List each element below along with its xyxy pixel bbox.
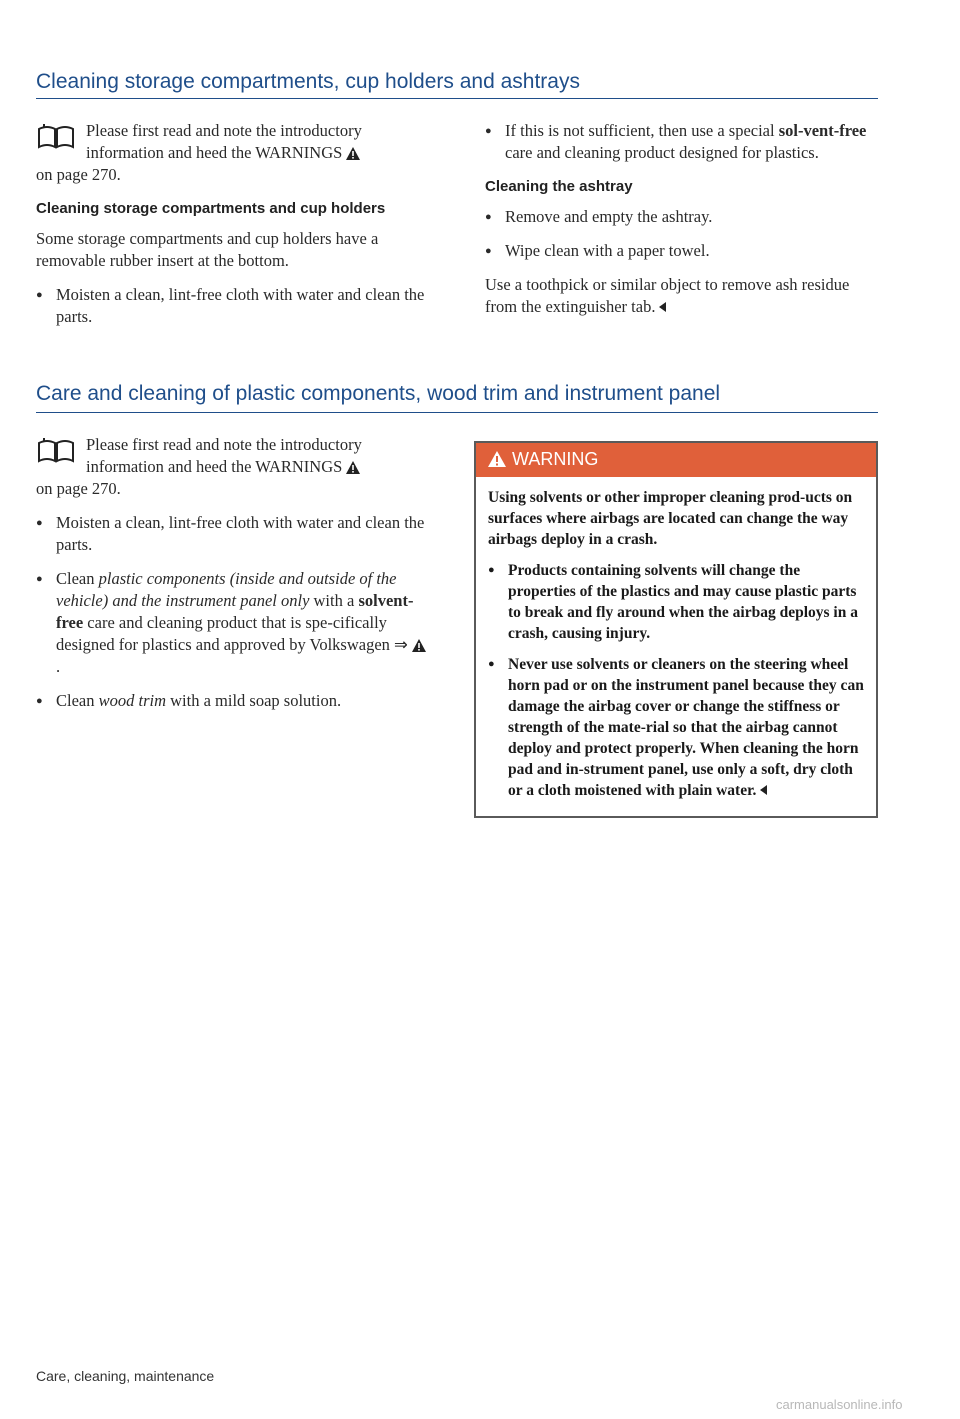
- section1-right-column: [485, 120, 878, 330]
- bullet-text: care and cleaning product that is spe-cifically designed for plastics and approved by Volkswagen ⇒: [56, 613, 408, 654]
- bullet-text: care and cleaning product designed for plastics.: [505, 143, 819, 162]
- warning-body: [476, 477, 876, 821]
- bullet-text: Clean: [56, 569, 95, 588]
- warning-triangle-icon: [346, 147, 360, 160]
- bullet-text: with a mild soap solution.: [170, 691, 342, 710]
- bullet-wood-trim: [36, 690, 428, 712]
- paragraph-insert: Some storage compartments and cup holders have a removable rubber insert at the bottom.: [36, 229, 379, 270]
- warning-bullet-never: [488, 654, 864, 801]
- intro-note: [36, 434, 428, 500]
- subheading-storage: Cleaning storage compartments and cup holders: [36, 200, 386, 217]
- book-icon: [36, 437, 76, 463]
- warning-triangle-icon: [346, 461, 360, 474]
- warning-bullet-text: Never use solvents or cleaners on the steering wheel horn pad or on the instrument panel because they can damage the airbag cover or change the stiffness or strength of the mate-rial so that the airbag cannot deploy and protect properly. When cleaning the horn pad and in-strument panel, use only a soft, dry cloth or a cloth moistened with plain water.: [508, 656, 864, 799]
- warning-triangle-icon: [412, 639, 426, 652]
- bullet-italic-text: wood trim: [98, 691, 167, 710]
- intro-page-ref: on page 270.: [36, 165, 121, 184]
- watermark: carmanualsonline.info: [776, 1397, 903, 1412]
- warning-label: WARNING: [512, 449, 599, 469]
- book-icon: [36, 123, 76, 149]
- warning-triangle-icon: [488, 451, 506, 467]
- warning-header: [476, 443, 876, 477]
- section-title-storage: Cleaning storage compartments, cup holders and ashtrays: [36, 70, 580, 93]
- paragraph-text: Use a toothpick or similar object to remove ash residue from the extinguisher tab.: [485, 275, 850, 316]
- section1-left-column: [36, 120, 428, 340]
- warning-bullet-products: ● Products containing solvents will change the properties of the plastics and may cause plastic parts to break and fly around when the airbag deploys in a crash, causing injury.: [488, 560, 864, 644]
- bullet-wipe: ● Wipe clean with a paper towel.: [485, 240, 878, 262]
- bullet-text: If this is not sufficient, then use a special: [505, 121, 775, 140]
- bullet-remove: ● Remove and empty the ashtray.: [485, 206, 878, 228]
- section2-left-column: [36, 434, 428, 724]
- bullet-bold-text: solvent-free: [56, 591, 414, 632]
- warning-lead: Using solvents or other improper cleaning prod-ucts on surfaces where airbags are located can change the way airbags deploy in a crash.: [488, 489, 853, 548]
- subheading-ashtray: Cleaning the ashtray: [485, 178, 633, 195]
- page-footer: Care, cleaning, maintenance: [36, 1368, 215, 1384]
- bullet-clean-plastic: ● Clean plastic components (inside and outside of the vehicle) and the instrument panel only with a solvent-free care and cleaning product that is spe-cifically designed for plastics and approved by Volkswagen ⇒ .: [36, 568, 428, 678]
- bullet-italic-text: plastic components (inside and outside of the vehicle) and the instrument panel only: [56, 569, 397, 610]
- bullet-solvent-free: [485, 120, 878, 164]
- section-rule: [36, 412, 878, 413]
- end-marker-icon: [760, 785, 767, 795]
- intro-page-ref: on page 270.: [36, 479, 121, 498]
- bullet-bold-text: sol-vent-free: [778, 121, 867, 140]
- section-title-plastic: Care and cleaning of plastic components, wood trim and instrument panel: [36, 382, 721, 405]
- bullet-moisten: ● Moisten a clean, lint-free cloth with water and clean the parts.: [36, 512, 428, 556]
- intro-note: [36, 120, 428, 186]
- end-marker-icon: [659, 302, 666, 312]
- intro-text: Please first read and note the introductory information and heed the WARNINGS: [86, 435, 362, 476]
- bullet-moisten: ● Moisten a clean, lint-free cloth with water and clean the parts.: [36, 284, 428, 328]
- warning-box: [474, 441, 878, 818]
- bullet-text: Clean: [56, 691, 95, 710]
- intro-text: Please first read and note the introductory information and heed the WARNINGS: [86, 121, 362, 162]
- section-rule: [36, 98, 878, 99]
- paragraph-toothpick: [485, 274, 878, 318]
- bullet-text: with a: [313, 591, 355, 610]
